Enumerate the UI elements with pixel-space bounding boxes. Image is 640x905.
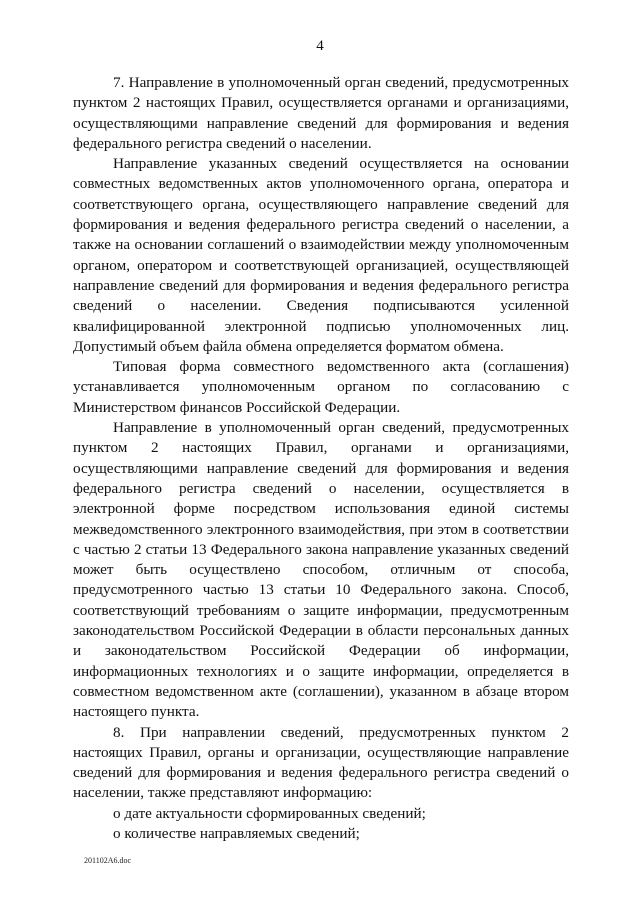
paragraph-8-intro: 8. При направлении сведений, предусмотренных пунктом 2 настоящих Правил, органы и организации, осуществляющие направление сведений для формирования и ведения федерального регистра сведений о населении, также представляют информацию: (73, 723, 569, 802)
paragraph-basis: Направление указанных сведений осуществляется на основании совместных ведомственных актов уполномоченного органа, оператора и соответствующего органа, осуществляющего направление сведений для формирования и ведения федерального регистра сведений о населении, а также на основании соглашений о взаимодействии между уполномоченным органом, оператором и соответствующей организацией, осуществляющей направление сведений для формирования и ведения федерального регистра сведений о населении. Сведения подписываются усиленной квалифицированной электронной подписью уполномоченных лиц. Допустимый объем файла обмена определяется форматом обмена. (73, 155, 569, 355)
paragraph-electronic-form: Направление в уполномоченный орган сведений, предусмотренных пунктом 2 настоящих Правил, органами и организациями, осуществляющими направление сведений для формирования и ведения федерального регистра сведений о населении, осуществляется в электронной форме посредством использования единой системы межведомственного электронного взаимодействия, при этом в соответствии с частью 2 статьи 13 Федерального закона направление указанных сведений может быть осуществлено способом, отличным от способа, предусмотренного частью 13 статьи 10 Федерального закона. Способ, соответствующий требованиям о защите информации, предусмотренным законодательством Российской Федерации в области персональных данных и законодательством Российской Федерации об информации, информационных технологиях и о защите информации, определяется в совместном ведомственном акте (соглашении), указанном в абзаце втором настоящего пункта. (73, 419, 569, 721)
page-number: 4 (316, 38, 324, 54)
document-body (73, 73, 569, 844)
paragraph-7-intro: 7. Направление в уполномоченный орган сведений, предусмотренных пунктом 2 настоящих Правил, осуществляется органами и организациями, осуществляющими направление сведений для формирования и ведения федерального регистра сведений о населении. (73, 74, 569, 152)
footer-filename: 201102A6.doc (84, 856, 132, 865)
list-item: о количестве направляемых сведений; (113, 824, 360, 842)
list-item: о дате актуальности сформированных сведений; (113, 804, 426, 822)
paragraph-typical-form: Типовая форма совместного ведомственного акта (соглашения) устанавливается уполномоченным органом по согласованию с Министерством финансов Российской Федерации. (73, 358, 569, 416)
